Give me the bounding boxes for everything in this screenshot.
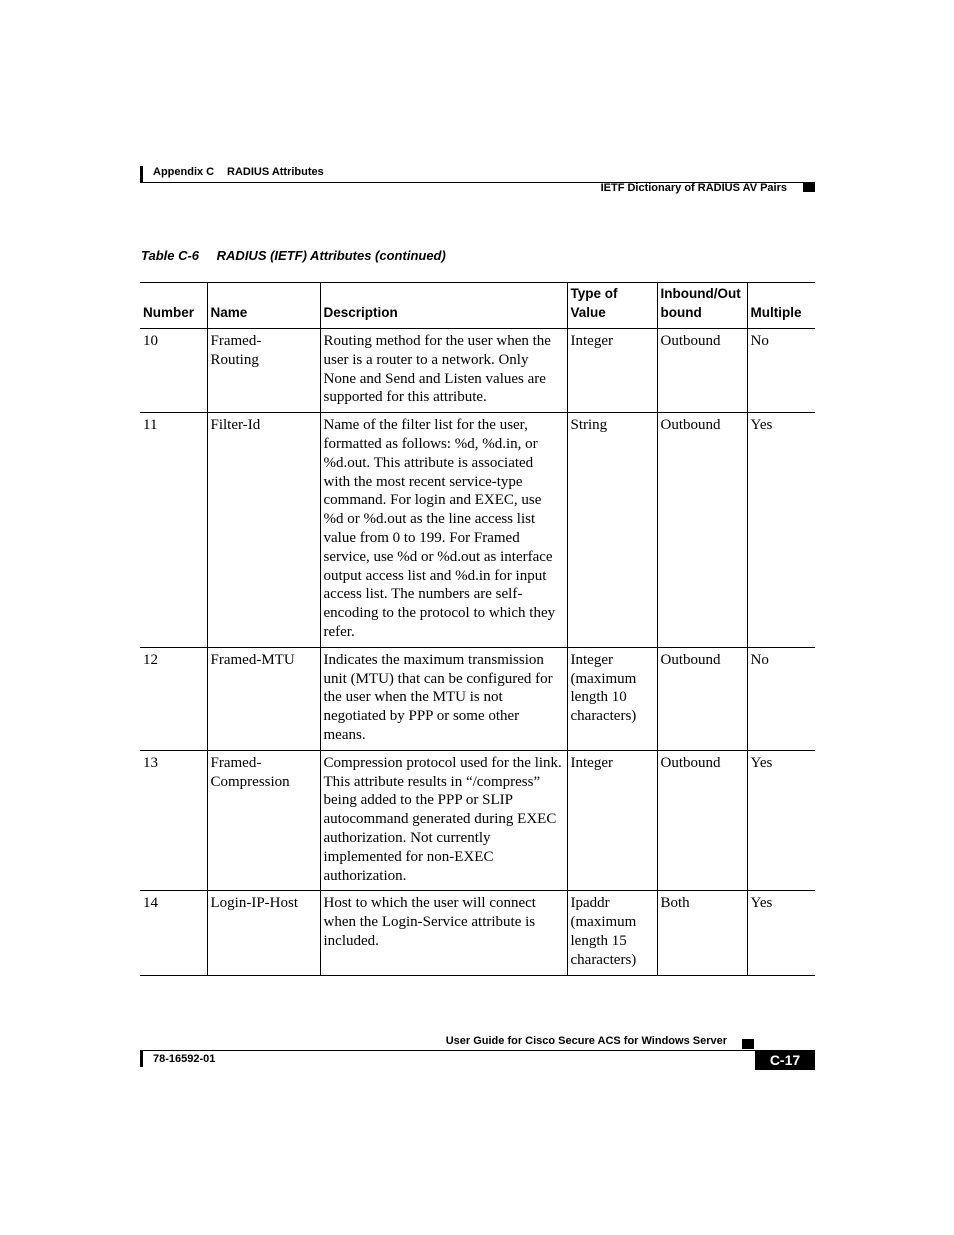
footer-title: User Guide for Cisco Secure ACS for Windows Server — [445, 1035, 727, 1047]
cell-description: Indicates the maximum transmission unit (MTU) that can be configured for the user when the MTU is not negotiated by PPP or some other means. — [320, 647, 567, 750]
cell-inout: Outbound — [657, 413, 747, 648]
cell-inout: Outbound — [657, 329, 747, 413]
table-row — [140, 413, 815, 648]
cell-name: Framed- Compression — [207, 750, 320, 891]
cell-inout: Outbound — [657, 750, 747, 891]
cell-description: Name of the filter list for the user, formatted as follows: %d, %d.in, or %d.out. This attribute is associated with the most recent service-type command. For login and EXEC, use %d or %d.out as the line access list value from 0 to 199. For Framed service, use %d or %d.out as interface output access list and %d.in for input access list. The numbers are self-encoding to the protocol to which they refer. — [320, 413, 567, 648]
cell-number: 12 — [140, 647, 207, 750]
column-header-type-line1: Type of — [570, 286, 618, 301]
footer-rule — [140, 1050, 815, 1051]
cell-number: 11 — [140, 413, 207, 648]
header-square-marker — [803, 182, 815, 192]
cell-name: Filter-Id — [207, 413, 320, 648]
column-header-name: Name — [207, 283, 320, 329]
page-number: C-17 — [755, 1050, 815, 1070]
header-section: IETF Dictionary of RADIUS AV Pairs — [600, 182, 787, 194]
column-header-type-line2: Value — [570, 305, 606, 320]
table-row — [140, 647, 815, 750]
table-row — [140, 329, 815, 413]
cell-multiple: No — [747, 329, 815, 413]
cell-multiple: Yes — [747, 891, 815, 975]
footer-square-marker — [742, 1039, 754, 1049]
table-header-row — [140, 283, 815, 329]
cell-number: 10 — [140, 329, 207, 413]
column-header-inout — [657, 283, 747, 329]
cell-number: 13 — [140, 750, 207, 891]
table-caption-label: Table C-6 — [141, 248, 200, 263]
column-header-multiple: Multiple — [747, 283, 815, 329]
column-header-type — [567, 283, 657, 329]
table-caption-title: RADIUS (IETF) Attributes (continued) — [216, 248, 446, 263]
column-header-inout-line2: bound — [660, 305, 702, 320]
header-chapter: RADIUS Attributes — [227, 166, 324, 178]
cell-multiple: Yes — [747, 750, 815, 891]
table-row — [140, 891, 815, 975]
cell-type: Integer (maximum length 10 characters) — [567, 647, 657, 750]
cell-name: Framed-MTU — [207, 647, 320, 750]
header-appendix: Appendix C — [153, 166, 215, 178]
footer-bar-left — [140, 1050, 143, 1067]
cell-type: Ipaddr (maximum length 15 characters) — [567, 891, 657, 975]
cell-name: Framed- Routing — [207, 329, 320, 413]
table-caption — [141, 248, 446, 263]
cell-name: Login-IP-Host — [207, 891, 320, 975]
column-header-number: Number — [140, 283, 207, 329]
cell-description: Routing method for the user when the user is a router to a network. Only None and Send and Listen values are supported for this attribute. — [320, 329, 567, 413]
cell-type: Integer — [567, 750, 657, 891]
header-bar-left — [140, 166, 143, 183]
footer-doc-number: 78-16592-01 — [153, 1053, 216, 1065]
cell-multiple: No — [747, 647, 815, 750]
cell-multiple: Yes — [747, 413, 815, 648]
column-header-description: Description — [320, 283, 567, 329]
cell-inout: Both — [657, 891, 747, 975]
attributes-table — [140, 282, 815, 976]
column-header-inout-line1: Inbound/Out — [660, 286, 741, 301]
cell-type: String — [567, 413, 657, 648]
cell-description: Compression protocol used for the link. This attribute results in “/compress” being added to the PPP or SLIP autocommand generated during EXEC authorization. Not currently implemented for non-EXEC authorization. — [320, 750, 567, 891]
cell-type: Integer — [567, 329, 657, 413]
cell-inout: Outbound — [657, 647, 747, 750]
table-row — [140, 750, 815, 891]
cell-description: Host to which the user will connect when the Login-Service attribute is included. — [320, 891, 567, 975]
cell-number: 14 — [140, 891, 207, 975]
